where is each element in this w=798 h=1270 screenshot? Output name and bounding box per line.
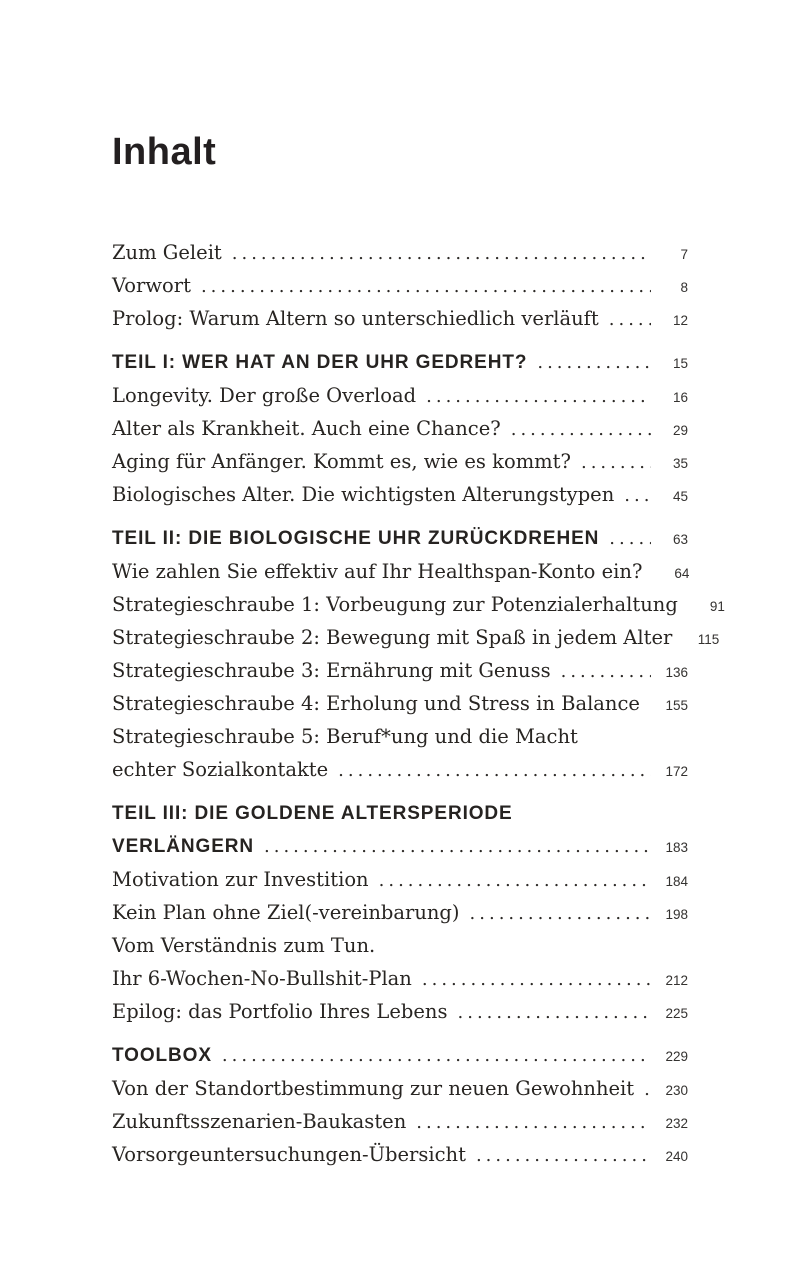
toc-entry-page: 183 [665, 840, 688, 855]
dot-leader [624, 479, 651, 512]
toc-entry-page: 35 [672, 456, 688, 471]
toc-entry-page: 15 [672, 356, 688, 371]
dot-leader [644, 1073, 651, 1106]
toc-entry [112, 654, 688, 687]
toc-entry-label: Aging für Anfänger. Kommt es, wie es kommt? [112, 450, 571, 473]
toc-entry-label: TEIL II: DIE BIOLOGISCHE UHR ZURÜCKDREHEN [112, 528, 600, 549]
toc-entry-label: Vom Verständnis zum Tun. [112, 934, 376, 957]
toc-entry-label: Motivation zur Investition [112, 868, 369, 891]
toc-entry-label: Zum Geleit [112, 241, 222, 264]
toc-entry [112, 379, 688, 412]
toc-entry-label: TOOLBOX [112, 1045, 212, 1066]
table-of-contents [112, 236, 725, 1171]
toc-entry-label: Prolog: Warum Altern so unterschiedlich verläuft [112, 307, 599, 330]
toc-entry-page: 198 [665, 907, 688, 922]
toc-entry-label: Strategieschraube 5: Beruf*ung und die Macht [112, 725, 578, 748]
toc-entry-page: 229 [665, 1049, 688, 1064]
toc-entry-label: echter Sozialkontakte [112, 758, 329, 781]
page-title: Inhalt [112, 131, 217, 173]
toc-entry-page: 225 [665, 1006, 688, 1021]
toc-entry-label: TEIL III: DIE GOLDENE ALTERSPERIODE [112, 803, 513, 824]
toc-entry [112, 929, 688, 962]
dot-leader [581, 446, 651, 479]
toc-entry-label: Vorsorgeuntersuchungen-Übersicht [112, 1143, 466, 1166]
dot-leader [458, 996, 652, 1029]
toc-entry [112, 1138, 688, 1171]
toc-entry-page: 16 [672, 390, 688, 405]
toc-entry-label: Ihr 6-Wochen-No-Bullshit-Plan [112, 967, 412, 990]
toc-entry [112, 346, 688, 379]
toc-entry [112, 478, 688, 511]
dot-leader [426, 380, 651, 413]
toc-entry [112, 621, 720, 654]
dot-leader [511, 413, 651, 446]
dot-leader [476, 1139, 651, 1172]
toc-entry-label: Epilog: das Portfolio Ihres Lebens [112, 1000, 448, 1023]
toc-entry-label: TEIL I: WER HAT AN DER UHR GEDREHT? [112, 352, 528, 373]
dot-leader [338, 754, 651, 787]
toc-entry [112, 962, 688, 995]
toc-entry [112, 412, 688, 445]
toc-entry-label: Strategieschraube 2: Bewegung mit Spaß in jedem Alter [112, 626, 673, 649]
dot-leader [561, 655, 651, 688]
toc-entry-page: 64 [674, 566, 690, 581]
toc-entry-page: 8 [680, 280, 688, 295]
toc-entry [112, 687, 688, 720]
dot-leader [609, 522, 651, 555]
toc-entry [112, 830, 688, 863]
toc-entry-label: Longevity. Der große Overload [112, 384, 417, 407]
toc-entry [112, 522, 688, 555]
toc-entry-label: Wie zahlen Sie effektiv auf Ihr Healthspan-Konto ein? [112, 560, 643, 583]
toc-entry-page: 212 [665, 973, 688, 988]
toc-entry-page: 7 [680, 247, 688, 262]
toc-entry [112, 588, 725, 621]
toc-entry [112, 302, 688, 335]
toc-entry-page: 45 [672, 489, 688, 504]
toc-entry-page: 29 [672, 423, 688, 438]
toc-entry-label: Zukunftsszenarien-Baukasten [112, 1110, 407, 1133]
toc-entry [112, 753, 688, 786]
toc-entry-page: 63 [672, 532, 688, 547]
toc-entry [112, 1105, 688, 1138]
dot-leader [201, 270, 651, 303]
toc-entry [112, 995, 688, 1028]
dot-leader [422, 963, 651, 996]
dot-leader [264, 830, 651, 863]
dot-leader [232, 237, 651, 270]
toc-entry [112, 236, 688, 269]
toc-entry-page: 136 [665, 665, 688, 680]
toc-entry-label: Vorwort [112, 274, 191, 297]
toc-entry-page: 12 [672, 313, 688, 328]
toc-entry-page: 115 [697, 632, 720, 647]
toc-entry [112, 269, 688, 302]
toc-entry [112, 896, 688, 929]
toc-entry [112, 720, 688, 753]
dot-leader [470, 897, 651, 930]
dot-leader [650, 688, 651, 721]
toc-entry-page: 155 [665, 698, 688, 713]
toc-entry-label: Von der Standortbestimmung zur neuen Gewohnheit [112, 1077, 635, 1100]
toc-entry-label: VERLÄNGERN [112, 836, 255, 857]
toc-entry-label: Kein Plan ohne Ziel(-vereinbarung) [112, 901, 460, 924]
toc-entry-label: Strategieschraube 4: Erholung und Stress in Balance [112, 692, 640, 715]
toc-entry [112, 1039, 688, 1072]
toc-entry-page: 230 [665, 1083, 688, 1098]
toc-entry [112, 555, 688, 588]
toc-entry-label: Strategieschraube 1: Vorbeugung zur Potenzialerhaltung [112, 593, 678, 616]
toc-entry-page: 184 [665, 874, 688, 889]
dot-leader [416, 1106, 651, 1139]
toc-entry [112, 1072, 688, 1105]
toc-entry-page: 172 [665, 764, 688, 779]
dot-leader [222, 1039, 651, 1072]
toc-entry-page: 240 [665, 1149, 688, 1164]
toc-entry-label: Strategieschraube 3: Ernährung mit Genuss [112, 659, 551, 682]
toc-entry-page: 91 [709, 599, 725, 614]
dot-leader [537, 346, 651, 379]
toc-entry-label: Biologisches Alter. Die wichtigsten Alterungstypen [112, 483, 615, 506]
toc-entry [112, 445, 688, 478]
dot-leader [609, 303, 651, 336]
toc-entry [112, 863, 688, 896]
toc-entry [112, 797, 688, 830]
dot-leader [379, 864, 651, 897]
toc-entry-page: 232 [665, 1116, 688, 1131]
toc-entry-label: Alter als Krankheit. Auch eine Chance? [112, 417, 501, 440]
